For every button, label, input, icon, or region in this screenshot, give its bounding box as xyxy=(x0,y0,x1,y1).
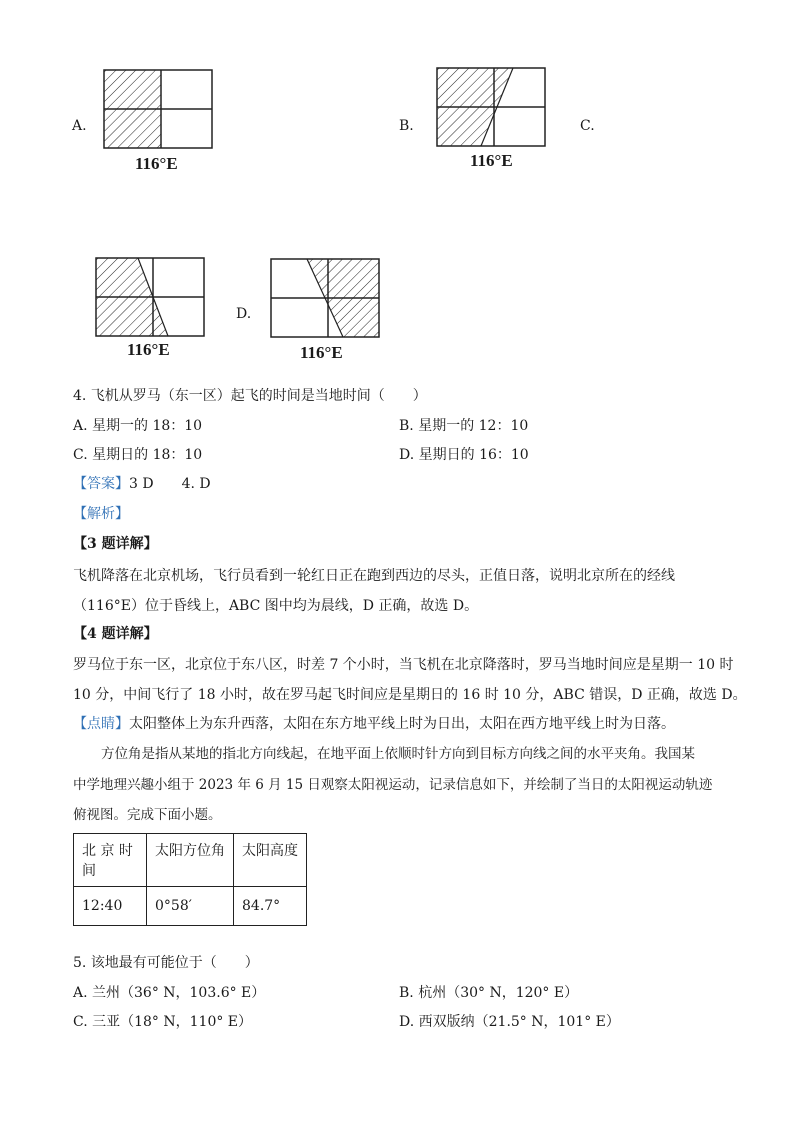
option-b-label: B. xyxy=(399,118,414,134)
figure-b-longitude: 116°E xyxy=(470,151,513,170)
figure-d-diagram xyxy=(267,255,383,341)
figure-a-longitude: 116°E xyxy=(135,154,178,173)
table-cell-time: 12:40 xyxy=(74,887,147,926)
option-a-label: A. xyxy=(72,118,87,134)
q4-detail-heading: 【4 题详解】 xyxy=(73,626,158,642)
answer-label: 【答案】 xyxy=(73,476,129,492)
answer-line xyxy=(73,474,211,494)
table-cell-altitude: 84.7° xyxy=(234,887,307,926)
option-c-label: C. xyxy=(580,118,595,134)
figure-a-diagram xyxy=(100,66,216,152)
q4-detail-line-1: 罗马位于东一区，北京位于东八区，时差 7 个小时，当飞机在北京降落时，罗马当地时间应是星期一 10 时 xyxy=(73,657,734,673)
q5-option-b: B. 杭州（30° N，120° E） xyxy=(399,985,579,1001)
table-header-altitude: 太阳高度 xyxy=(234,834,307,887)
q4-option-d: D. 星期日的 16：10 xyxy=(399,447,529,463)
q4-option-a: A. 星期一的 18：10 xyxy=(73,418,203,434)
tip-label: 【点睛】 xyxy=(73,716,129,732)
figure-c-diagram xyxy=(92,254,208,340)
analysis-label: 【解析】 xyxy=(73,506,129,522)
table-header-azimuth: 太阳方位角 xyxy=(147,834,234,887)
figure-d-longitude: 116°E xyxy=(300,343,343,362)
table-cell-azimuth: 0°58′ xyxy=(147,887,234,926)
table-header-time: 北 京 时 间 xyxy=(74,834,147,887)
table-row xyxy=(74,887,307,926)
q3-detail-line-1: 飞机降落在北京机场，飞行员看到一轮红日正在跑到西边的尽头，正值日落，说明北京所在的经线 xyxy=(73,568,675,584)
q5-option-c: C. 三亚（18° N，110° E） xyxy=(73,1014,253,1030)
option-d-label: D. xyxy=(236,306,252,322)
q5-option-a: A. 兰州（36° N，103.6° E） xyxy=(73,985,266,1001)
q4-option-c: C. 星期日的 18：10 xyxy=(73,447,203,463)
figure-b-diagram xyxy=(433,64,549,150)
passage-line-3: 俯视图。完成下面小题。 xyxy=(73,807,222,823)
tip-line xyxy=(73,714,675,734)
q5-option-d: D. 西双版纳（21.5° N，101° E） xyxy=(399,1014,620,1030)
tip-text: 太阳整体上为东升西落，太阳在东方地平线上时为日出，太阳在西方地平线上时为日落。 xyxy=(129,716,675,732)
q5-stem: 5. 该地最有可能位于（ ） xyxy=(73,955,259,971)
q3-detail-heading: 【3 题详解】 xyxy=(73,536,158,552)
answer-text: 3 D 4. D xyxy=(129,476,211,492)
passage-line-1: 方位角是指从某地的指北方向线起，在地平面上依顺时针方向到目标方向线之间的水平夹角。我国某 xyxy=(101,746,695,762)
observation-table xyxy=(73,833,307,926)
q4-detail-line-2: 10 分，中间飞行了 18 小时，故在罗马起飞时间应是星期日的 16 时 10 分，ABC 错误，D 正确，故选 D。 xyxy=(73,687,747,703)
figure-c-longitude: 116°E xyxy=(127,340,170,359)
table-header-row xyxy=(74,834,307,887)
passage-line-2: 中学地理兴趣小组于 2023 年 6 月 15 日观察太阳视运动，记录信息如下，并绘制了当日的太阳视运动轨迹 xyxy=(73,777,713,793)
q4-option-b: B. 星期一的 12：10 xyxy=(399,418,529,434)
q3-detail-line-2: （116°E）位于昏线上，ABC 图中均为晨线，D 正确，故选 D。 xyxy=(73,598,479,614)
q4-stem: 4. 飞机从罗马（东一区）起飞的时间是当地时间（ ） xyxy=(73,388,427,404)
